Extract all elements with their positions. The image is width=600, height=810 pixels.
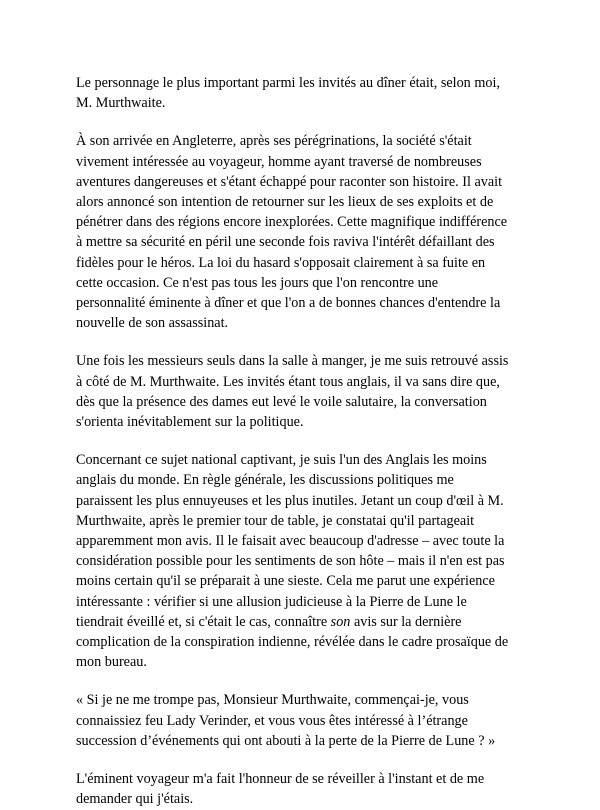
paragraph [76,351,536,432]
emphasized-word: son [330,613,351,630]
text-line: pénétrer dans des régions encore inexplorées. Cette magnifique indifférence [76,214,508,231]
text-line: M. Murthwaite. [76,95,166,112]
text-line: Murthwaite, après le premier tour de table, je constatai qu'il partageait [76,512,475,529]
text-line: L'éminent voyageur m'a fait l'honneur de se réveiller à l'instant et de me [76,771,485,788]
text-line-start: tiendrait éveillé et, si c'était le cas, connaître [76,613,328,630]
text-line: s'orienta inévitablement sur la politique. [76,414,304,431]
text-line [76,612,536,632]
text-line: cette occasion. Ce n'est pas tous les jours que l'on rencontre une [76,274,439,291]
text-line: À son arrivée en Angleterre, après ses pérégrinations, la société s'était [76,133,472,150]
paragraph [76,131,536,333]
text-line: connaissiez feu Lady Verinder, et vous vous êtes intéressé à l’étrange [76,712,468,729]
text-line: Une fois les messieurs seuls dans la salle à manger, je me suis retrouvé assis [76,353,509,370]
text-line: aventures dangereuses et s'étant échappé pour raconter son histoire. Il avait [76,173,503,190]
text-line: « Si je ne me trompe pas, Monsieur Murthwaite, commençai-je, vous [76,692,469,709]
document-page [76,73,536,810]
text-line: personnalité éminente à dîner et que l'on a de bonnes chances d'entendre la [76,295,501,312]
text-line: moins certain qu'il se préparait à une sieste. Cela me parut une expérience [76,573,495,590]
text-line: à mettre sa sécurité en péril une seconde fois raviva l'intérêt défaillant des [76,234,495,251]
text-line: mon bureau. [76,654,147,671]
paragraph [76,690,536,751]
text-line: Le personnage le plus important parmi les invités au dîner était, selon moi, [76,75,500,91]
text-line: dès que la présence des dames eut levé le voile salutaire, la conversation [76,393,487,410]
text-line: à côté de M. Murthwaite. Les invités étant tous anglais, il va sans dire que, [76,373,500,390]
text-line: demander qui j'étais. [76,791,194,808]
text-line: Concernant ce sujet national captivant, je suis l'un des Anglais les moins [76,452,487,469]
paragraph [76,450,536,672]
text-line: paraissent les plus ennuyeuses et les plus inutiles. Jetant un coup d'œil à M. [76,492,504,509]
text-line: alors annoncé son intention de retourner sur les lieux de ses exploits et de [76,194,494,211]
text-line-end: avis sur la dernière [350,613,462,630]
text-line: apparemment mon avis. Il le faisait avec beaucoup d'adresse – avec toute la [76,533,505,550]
text-line: succession d’événements qui ont abouti à la perte de la Pierre de Lune ? » [76,732,496,749]
text-line: complication de la conspiration indienne, révélée dans le cadre prosaïque de [76,634,509,651]
paragraph [76,769,536,809]
text-line: intéressante : vérifier si une allusion judicieuse à la Pierre de Lune le [76,593,467,610]
text-line: fidèles pour le héros. La loi du hasard s'opposait clairement à sa fuite en [76,254,486,271]
text-line: considération possible pour les sentiments de son hôte – mais il n'en est pas [76,553,505,570]
text-line: vivement intéressée au voyageur, homme ayant traversé de nombreuses [76,153,482,170]
text-line: nouvelle de son assassinat. [76,315,229,332]
text-line: anglais du monde. En règle générale, les discussions politiques me [76,472,454,489]
paragraph [76,73,536,113]
